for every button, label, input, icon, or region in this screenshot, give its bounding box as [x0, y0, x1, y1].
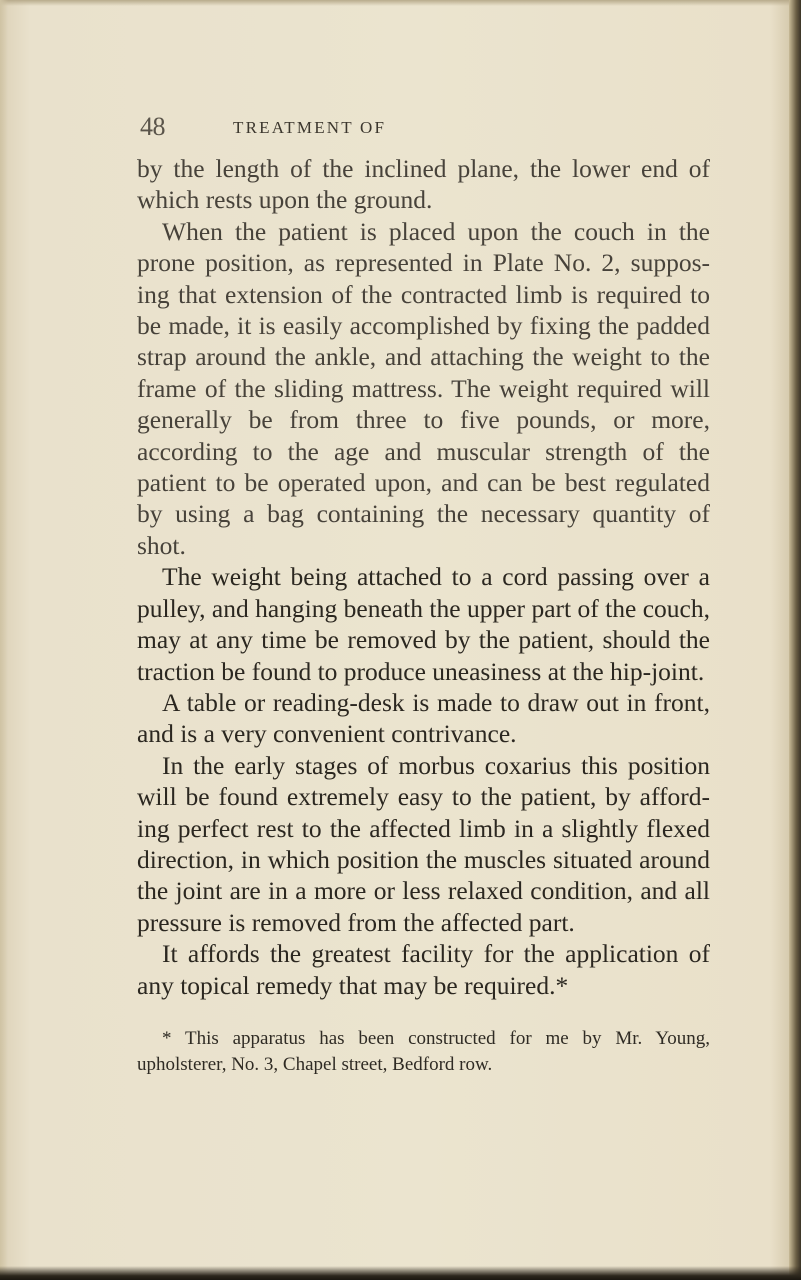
paragraph-weight-pulley: The weight being attached to a cord passing over a pulley, and hanging beneath the upper part of the couch, may at any time be removed by the patient, should the traction be found to produce uneasiness at the hip-joint. [137, 562, 710, 686]
page-bottom-edge [0, 1266, 801, 1280]
paragraph-morbus-coxarius: In the early stages of morbus coxarius this position will be found extremely easy to the patient, by afford-ing perfect rest to the affected limb in a slightly flexed direction, in which position the muscles situated around the joint are in a more or less relaxed condition, and all pressure is removed from the affected part. [137, 750, 710, 937]
page-right-edge [789, 0, 801, 1280]
running-head: TREATMENT OF [233, 118, 387, 137]
page-left-edge [0, 0, 8, 1280]
paragraph-topical-remedy: It affords the greatest facility for the application of any topical remedy that may be required.* [137, 939, 710, 1000]
paragraph-continuation: by the length of the inclined plane, the lower end of which rests upon the ground. [137, 154, 710, 215]
paragraph-prone-position: When the patient is placed upon the couch in the prone position, as represented in Plate No. 2, suppos-ing that extension of the contracted limb is required to be made, it is easily accomplished by fixing the padded strap around the ankle, and attaching the weight to the frame of the sliding mattress. The weight required will generally be from three to five pounds, or more, according to the age and muscular strength of the patient to be operated upon, and can be best regulated by using a bag containing the necessary quantity of shot. [137, 216, 710, 560]
page-number: 48 [140, 112, 165, 141]
page-top-edge [0, 0, 801, 6]
footnote-text: * This apparatus has been constructed for me by Mr. Young, upholsterer, No. 3, Chapel street, Bedford row. [137, 1028, 710, 1075]
body-text [137, 153, 710, 1001]
paragraph-reading-desk: A table or reading-desk is made to draw out in front, and is a very convenient contrivance. [137, 687, 710, 749]
footnote [137, 1026, 710, 1078]
